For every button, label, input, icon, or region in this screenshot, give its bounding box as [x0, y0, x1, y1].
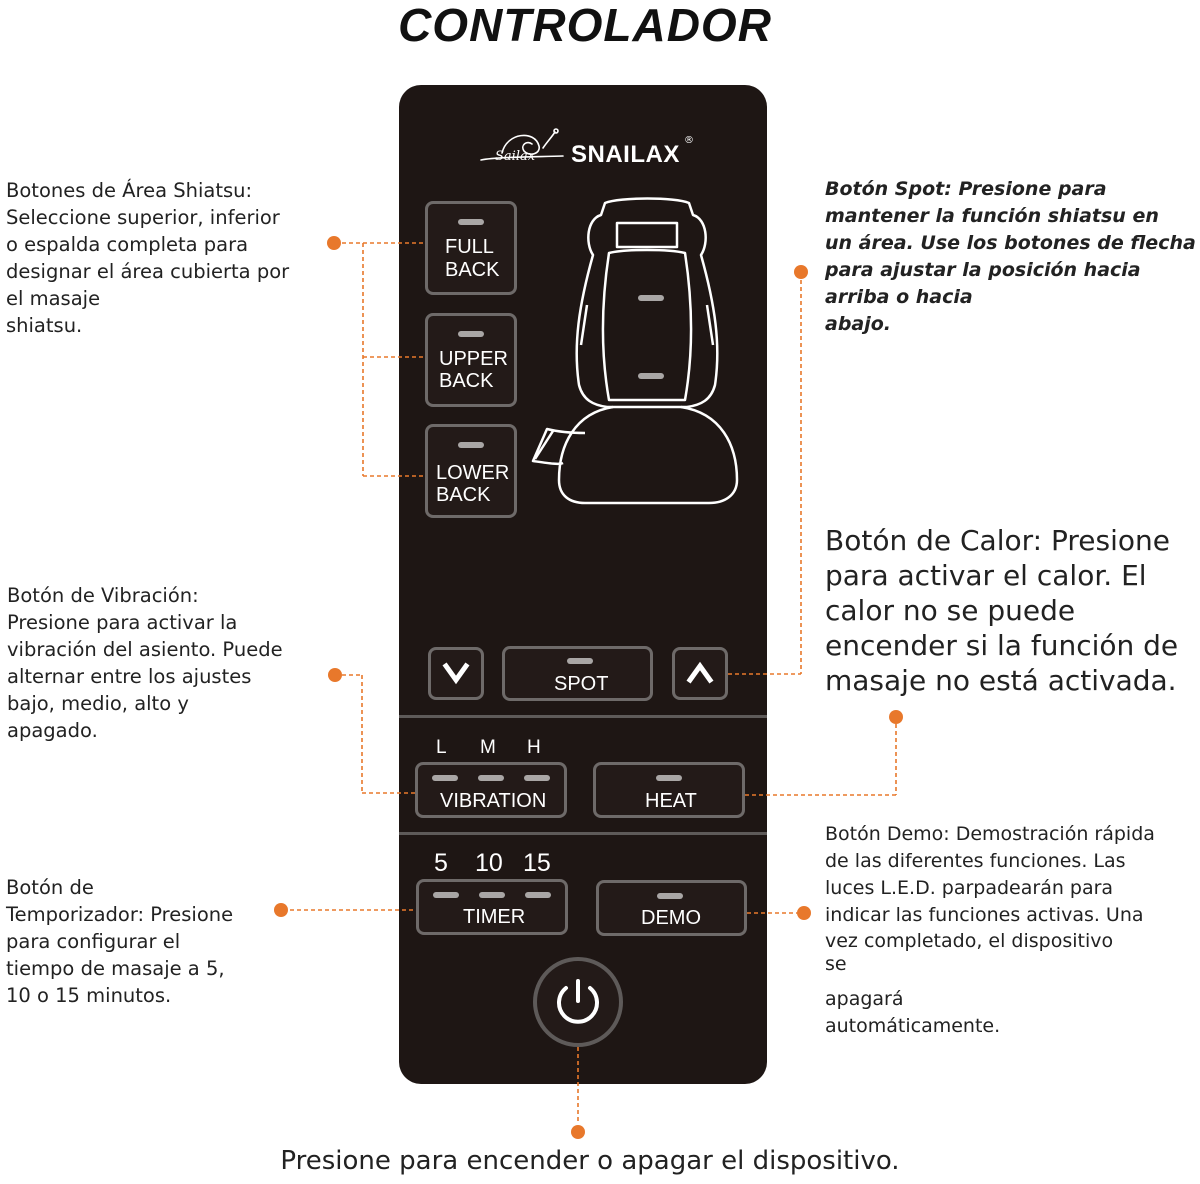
upper-back-led: [458, 331, 484, 337]
demo-led: [657, 893, 683, 899]
note-vibration: Botón de Vibración: Presione para activar la vibración del asiento. Puede alternar entre los ajustes bajo, medio, alto y apagado.: [7, 584, 283, 742]
panel-divider-2: [399, 832, 767, 835]
vibration-level-high: H: [527, 737, 541, 758]
full-back-label-1: FULL: [445, 236, 494, 258]
upper-back-button[interactable]: [425, 313, 517, 407]
heat-button[interactable]: [593, 762, 745, 818]
timer-label: TIMER: [463, 906, 526, 928]
massage-chair-icon: [525, 195, 750, 515]
vibration-label: VIBRATION: [440, 790, 547, 812]
up-arrow-button[interactable]: [672, 647, 728, 700]
spot-button[interactable]: [502, 646, 653, 701]
down-arrow-button[interactable]: [428, 647, 484, 700]
note-spot: Botón Spot: Presione para mantener la función shiatsu en un área. Use los botones de flecha para ajustar la posición hacia arriba o hacia abajo.: [825, 178, 1196, 335]
page-title: CONTROLADOR: [398, 0, 772, 51]
spot-label: SPOT: [554, 673, 609, 695]
note-demo-end: apagará automáticamente.: [825, 988, 1001, 1037]
upper-back-label-2: BACK: [439, 370, 494, 392]
lower-back-led: [458, 442, 484, 448]
lower-back-label-1: LOWER: [436, 462, 510, 484]
chevron-up-icon: [675, 650, 725, 697]
upper-back-label-1: UPPER: [439, 348, 508, 370]
timer-value-5: 5: [434, 849, 448, 877]
vibration-led-low: [432, 775, 458, 781]
brand-name: SNAILAX: [571, 141, 680, 168]
timer-led-10: [479, 892, 505, 898]
heat-label: HEAT: [645, 790, 697, 812]
note-demo: Botón Demo: Demostración rápida de las diferentes funciones. Las luces L.E.D. parpadearán para indicar las funciones activas. Una vez completado, el dispositivo se: [825, 823, 1155, 975]
timer-led-15: [525, 892, 551, 898]
power-icon: [537, 961, 619, 1043]
vibration-level-low: L: [436, 737, 447, 758]
vibration-led-medium: [478, 775, 504, 781]
note-heat: Botón de Calor: Presione para activar el calor. El calor no se puede encender si la función de masaje no está activada.: [825, 524, 1179, 697]
panel-divider: [399, 715, 767, 718]
timer-value-10: 10: [475, 849, 503, 877]
svg-text:Sailax: Sailax: [495, 149, 536, 164]
spot-led: [567, 658, 593, 664]
timer-led-5: [433, 892, 459, 898]
chevron-down-icon: [431, 650, 481, 697]
lower-back-label-2: BACK: [436, 484, 491, 506]
registered-mark: ®: [684, 135, 694, 146]
vibration-level-medium: M: [480, 737, 496, 758]
demo-label: DEMO: [641, 907, 701, 929]
vibration-button[interactable]: [415, 762, 567, 818]
note-power: Presione para encender o apagar el dispositivo.: [280, 1146, 900, 1176]
lower-back-button[interactable]: [425, 424, 517, 518]
demo-button[interactable]: [596, 880, 747, 936]
vibration-led-high: [524, 775, 550, 781]
full-back-button[interactable]: [425, 201, 517, 295]
full-back-led: [458, 219, 484, 225]
note-shiatsu-area: Botones de Área Shiatsu: Seleccione superior, inferior o espalda completa para designar el área cubierta por el masaje shiatsu.: [6, 179, 290, 337]
timer-value-15: 15: [523, 849, 551, 877]
timer-button[interactable]: [416, 879, 568, 935]
full-back-label-2: BACK: [445, 259, 500, 281]
note-timer: Botón de Temporizador: Presione para configurar el tiempo de masaje a 5, 10 o 15 minutos.: [6, 876, 234, 1007]
heat-led: [656, 775, 682, 781]
power-button[interactable]: [533, 957, 623, 1047]
